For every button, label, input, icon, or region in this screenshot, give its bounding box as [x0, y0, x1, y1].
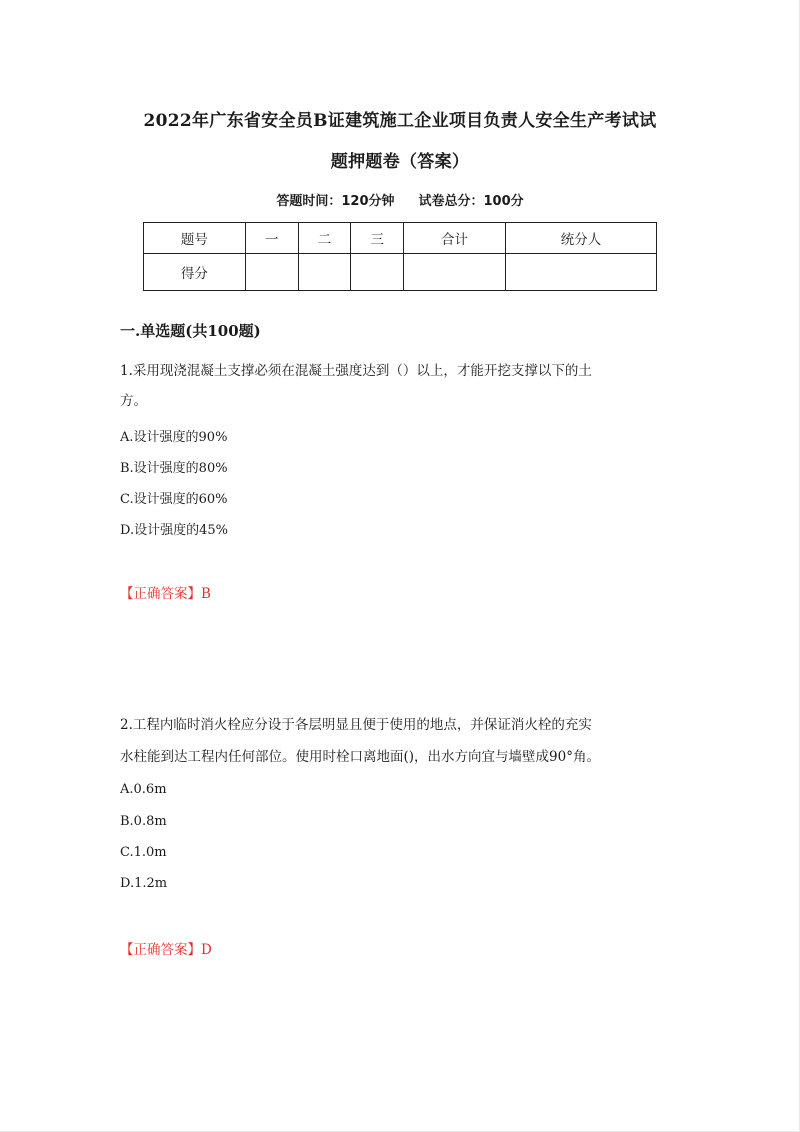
score-table-score-row — [144, 254, 657, 291]
score-header-cell: 一 — [245, 223, 298, 254]
score-table — [143, 222, 657, 291]
question-stem-line2: 水柱能到达工程内任何部位。使用时栓口离地面()，出水方向宜与墙壁成90°角。 — [120, 749, 600, 765]
score-cell — [298, 254, 351, 291]
correct-answer: 【正确答案】B — [120, 586, 211, 602]
question-stem-line1: 2.工程内临时消火栓应分设于各层明显且便于使用的地点，并保证消火栓的充实 — [120, 717, 592, 733]
time-label: 答题时间：120分钟 — [276, 194, 395, 209]
option-d: D.1.2m — [120, 876, 168, 891]
correct-answer: 【正确答案】D — [120, 942, 212, 958]
option-c: C.设计强度的60% — [120, 492, 228, 507]
score-cell — [351, 254, 404, 291]
document-title-line1: 2022年广东省安全员B证建筑施工企业项目负责人安全生产考试试 — [143, 111, 657, 131]
score-cell — [404, 254, 506, 291]
question-stem-line2: 方。 — [120, 393, 147, 409]
document-title-line2: 题押题卷（答案） — [330, 152, 470, 172]
score-header-cell: 题号 — [144, 223, 246, 254]
score-header-cell: 三 — [351, 223, 404, 254]
score-header-cell: 二 — [298, 223, 351, 254]
score-row-label: 得分 — [144, 254, 246, 291]
total-score-label: 试卷总分：100分 — [418, 194, 524, 209]
score-table-header-row — [144, 223, 657, 254]
option-b: B.设计强度的80% — [120, 461, 228, 476]
question-stem-line1: 1.采用现浇混凝土支撑必须在混凝土强度达到（）以上，才能开挖支撑以下的土 — [120, 363, 592, 379]
option-d: D.设计强度的45% — [120, 523, 228, 538]
option-c: C.1.0m — [120, 845, 167, 860]
exam-meta — [0, 190, 800, 209]
option-b: B.0.8m — [120, 814, 167, 829]
score-header-cell: 合计 — [404, 223, 506, 254]
score-header-cell: 统分人 — [505, 223, 656, 254]
score-cell — [505, 254, 656, 291]
section-title: 一.单选题(共100题) — [120, 322, 261, 340]
score-cell — [245, 254, 298, 291]
option-a: A.0.6m — [120, 782, 167, 797]
option-a: A.设计强度的90% — [120, 430, 228, 445]
